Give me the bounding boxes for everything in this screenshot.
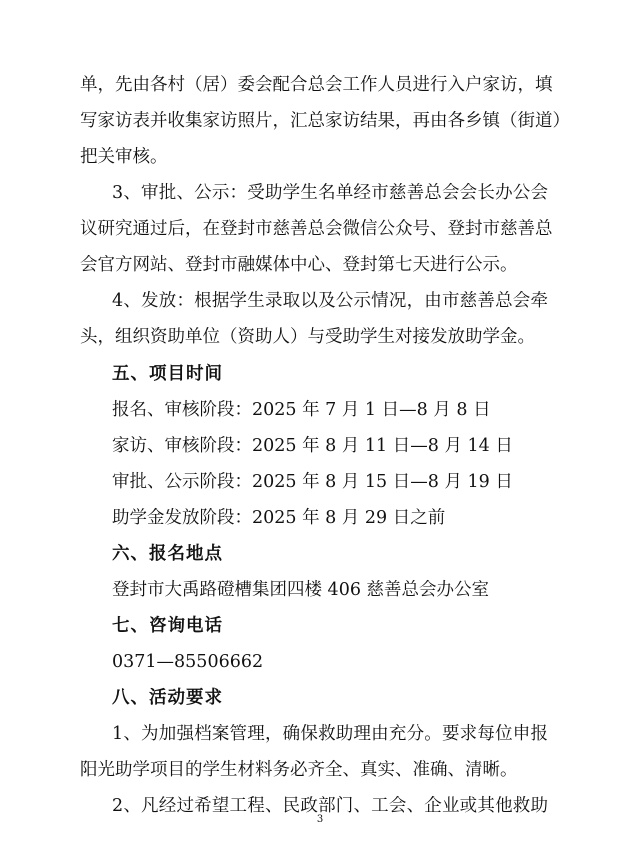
- schedule-line: 家访、审核阶段：2025 年 8 月 11 日—8 月 14 日: [112, 436, 513, 456]
- section-heading: 七、咨询电话: [112, 616, 223, 636]
- schedule-line: 助学金发放阶段：2025 年 8 月 29 日之前: [112, 508, 446, 528]
- schedule-line: 审批、公示阶段：2025 年 8 月 15 日—8 月 19 日: [112, 472, 513, 492]
- address-line: 登封市大禹路磴槽集团四楼 406 慈善总会办公室: [112, 580, 490, 600]
- body-line: 议研究通过后，在登封市慈善总会微信公众号、登封市慈善总: [80, 219, 553, 239]
- body-line: 写家访表并收集家访照片，汇总家访结果，再由各乡镇（街道）: [80, 111, 570, 131]
- body-line: 3、审批、公示：受助学生名单经市慈善总会会长办公会: [112, 183, 548, 203]
- body-line: 4、发放：根据学生录取以及公示情况，由市慈善总会牵: [112, 291, 548, 311]
- body-line: 1、为加强档案管理，确保救助理由充分。要求每位申报: [112, 724, 548, 744]
- section-heading: 八、活动要求: [112, 688, 223, 708]
- section-heading: 六、报名地点: [112, 544, 223, 564]
- body-line: 单，先由各村（居）委会配合总会工作人员进行入户家访，填: [80, 75, 553, 95]
- body-line: 头，组织资助单位（资助人）与受助学生对接发放助学金。: [80, 327, 535, 347]
- schedule-line: 报名、审核阶段：2025 年 7 月 1 日—8 月 8 日: [112, 400, 491, 420]
- body-line: 阳光助学项目的学生材料务必齐全、真实、准确、清晰。: [80, 760, 518, 780]
- page-number: 3: [316, 814, 324, 825]
- body-line: 2、凡经过希望工程、民政部门、工会、企业或其他救助: [112, 796, 548, 816]
- body-line: 把关审核。: [80, 147, 168, 167]
- section-heading: 五、项目时间: [112, 364, 223, 384]
- phone-line: 0371—85506662: [112, 652, 264, 672]
- body-line: 会官方网站、登封市融媒体中心、登封第七天进行公示。: [80, 255, 518, 275]
